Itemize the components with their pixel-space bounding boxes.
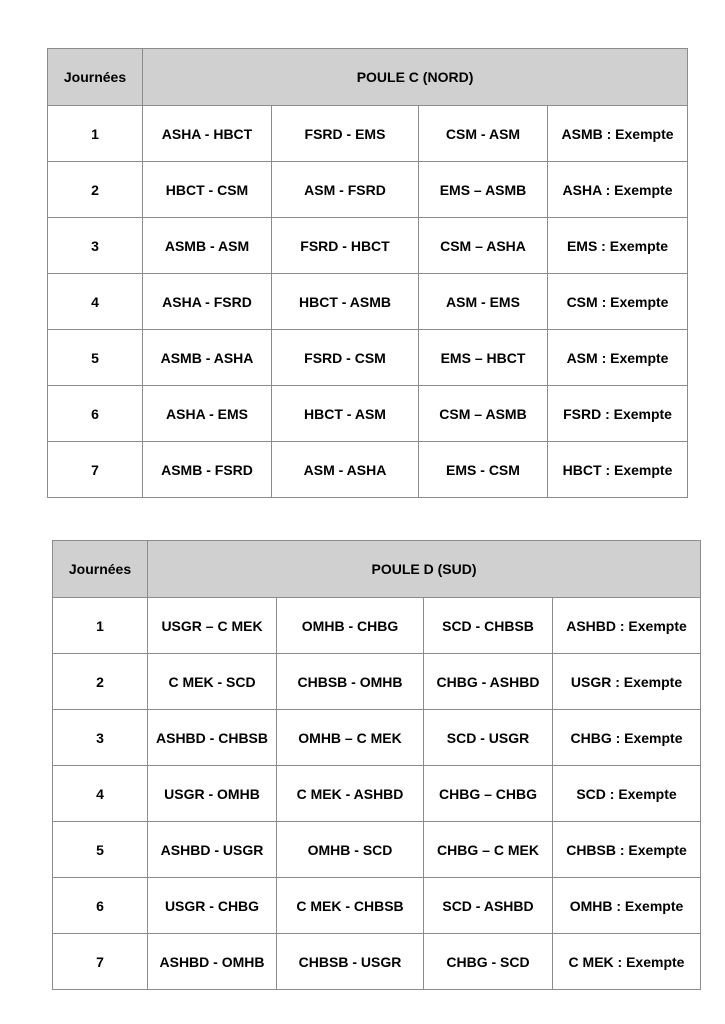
- day-number: 4: [53, 766, 148, 822]
- match-cell: ASMB - ASHA: [143, 330, 272, 386]
- match-cell: SCD - CHBSB: [424, 598, 553, 654]
- match-cell: CSM - ASM: [419, 106, 548, 162]
- day-number: 2: [48, 162, 143, 218]
- match-cell: ASM - FSRD: [272, 162, 419, 218]
- match-cell: CSM – ASHA: [419, 218, 548, 274]
- match-cell: C MEK - SCD: [148, 654, 277, 710]
- days-column-header: Journées: [48, 49, 143, 106]
- match-cell: HBCT - ASM: [272, 386, 419, 442]
- schedule-table-poule-c: [47, 48, 688, 498]
- match-cell: FSRD - CSM: [272, 330, 419, 386]
- match-cell: CHBG - SCD: [424, 934, 553, 990]
- day-number: 5: [53, 822, 148, 878]
- match-cell: CHBG – C MEK: [424, 822, 553, 878]
- match-cell: ASHA - FSRD: [143, 274, 272, 330]
- table-row: [53, 822, 701, 878]
- table-row: [48, 218, 688, 274]
- table-row: [48, 162, 688, 218]
- match-cell: ASMB - ASM: [143, 218, 272, 274]
- day-number: 6: [48, 386, 143, 442]
- day-number: 6: [53, 878, 148, 934]
- table-row: [48, 274, 688, 330]
- match-cell: OMHB - SCD: [277, 822, 424, 878]
- match-cell: OMHB - CHBG: [277, 598, 424, 654]
- table-row: [53, 598, 701, 654]
- table-row: [53, 766, 701, 822]
- exempt-cell: ASHBD : Exempte: [553, 598, 701, 654]
- match-cell: CHBSB - USGR: [277, 934, 424, 990]
- table-row: [48, 442, 688, 498]
- table-row: [48, 330, 688, 386]
- header-row: [53, 541, 701, 598]
- table-row: [53, 934, 701, 990]
- day-number: 1: [53, 598, 148, 654]
- exempt-cell: ASM : Exempte: [548, 330, 688, 386]
- match-cell: USGR - CHBG: [148, 878, 277, 934]
- match-cell: CHBSB - OMHB: [277, 654, 424, 710]
- exempt-cell: OMHB : Exempte: [553, 878, 701, 934]
- match-cell: C MEK - ASHBD: [277, 766, 424, 822]
- exempt-cell: HBCT : Exempte: [548, 442, 688, 498]
- match-cell: ASHBD - OMHB: [148, 934, 277, 990]
- exempt-cell: EMS : Exempte: [548, 218, 688, 274]
- day-number: 4: [48, 274, 143, 330]
- match-cell: ASM - ASHA: [272, 442, 419, 498]
- table-row: [48, 106, 688, 162]
- match-cell: EMS – ASMB: [419, 162, 548, 218]
- day-number: 3: [53, 710, 148, 766]
- day-number: 5: [48, 330, 143, 386]
- table-row: [53, 710, 701, 766]
- day-number: 3: [48, 218, 143, 274]
- days-column-header: Journées: [53, 541, 148, 598]
- match-cell: ASHBD - CHBSB: [148, 710, 277, 766]
- exempt-cell: ASHA : Exempte: [548, 162, 688, 218]
- table-row: [53, 654, 701, 710]
- pool-title: POULE C (NORD): [143, 49, 688, 106]
- match-cell: EMS – HBCT: [419, 330, 548, 386]
- pool-title: POULE D (SUD): [148, 541, 701, 598]
- table-row: [53, 878, 701, 934]
- match-cell: CSM – ASMB: [419, 386, 548, 442]
- exempt-cell: SCD : Exempte: [553, 766, 701, 822]
- schedule-table-poule-d: [52, 540, 701, 990]
- match-cell: OMHB – C MEK: [277, 710, 424, 766]
- exempt-cell: ASMB : Exempte: [548, 106, 688, 162]
- day-number: 7: [53, 934, 148, 990]
- table-row: [48, 386, 688, 442]
- exempt-cell: C MEK : Exempte: [553, 934, 701, 990]
- match-cell: ASHA - HBCT: [143, 106, 272, 162]
- match-cell: ASMB - FSRD: [143, 442, 272, 498]
- exempt-cell: CSM : Exempte: [548, 274, 688, 330]
- day-number: 2: [53, 654, 148, 710]
- match-cell: USGR - OMHB: [148, 766, 277, 822]
- exempt-cell: CHBSB : Exempte: [553, 822, 701, 878]
- exempt-cell: USGR : Exempte: [553, 654, 701, 710]
- header-row: [48, 49, 688, 106]
- exempt-cell: CHBG : Exempte: [553, 710, 701, 766]
- match-cell: HBCT - CSM: [143, 162, 272, 218]
- match-cell: ASHBD - USGR: [148, 822, 277, 878]
- match-cell: CHBG - ASHBD: [424, 654, 553, 710]
- day-number: 7: [48, 442, 143, 498]
- match-cell: USGR – C MEK: [148, 598, 277, 654]
- match-cell: FSRD - EMS: [272, 106, 419, 162]
- match-cell: SCD - ASHBD: [424, 878, 553, 934]
- match-cell: ASM - EMS: [419, 274, 548, 330]
- match-cell: CHBG – CHBG: [424, 766, 553, 822]
- match-cell: ASHA - EMS: [143, 386, 272, 442]
- match-cell: EMS - CSM: [419, 442, 548, 498]
- match-cell: FSRD - HBCT: [272, 218, 419, 274]
- day-number: 1: [48, 106, 143, 162]
- match-cell: HBCT - ASMB: [272, 274, 419, 330]
- match-cell: C MEK - CHBSB: [277, 878, 424, 934]
- exempt-cell: FSRD : Exempte: [548, 386, 688, 442]
- match-cell: SCD - USGR: [424, 710, 553, 766]
